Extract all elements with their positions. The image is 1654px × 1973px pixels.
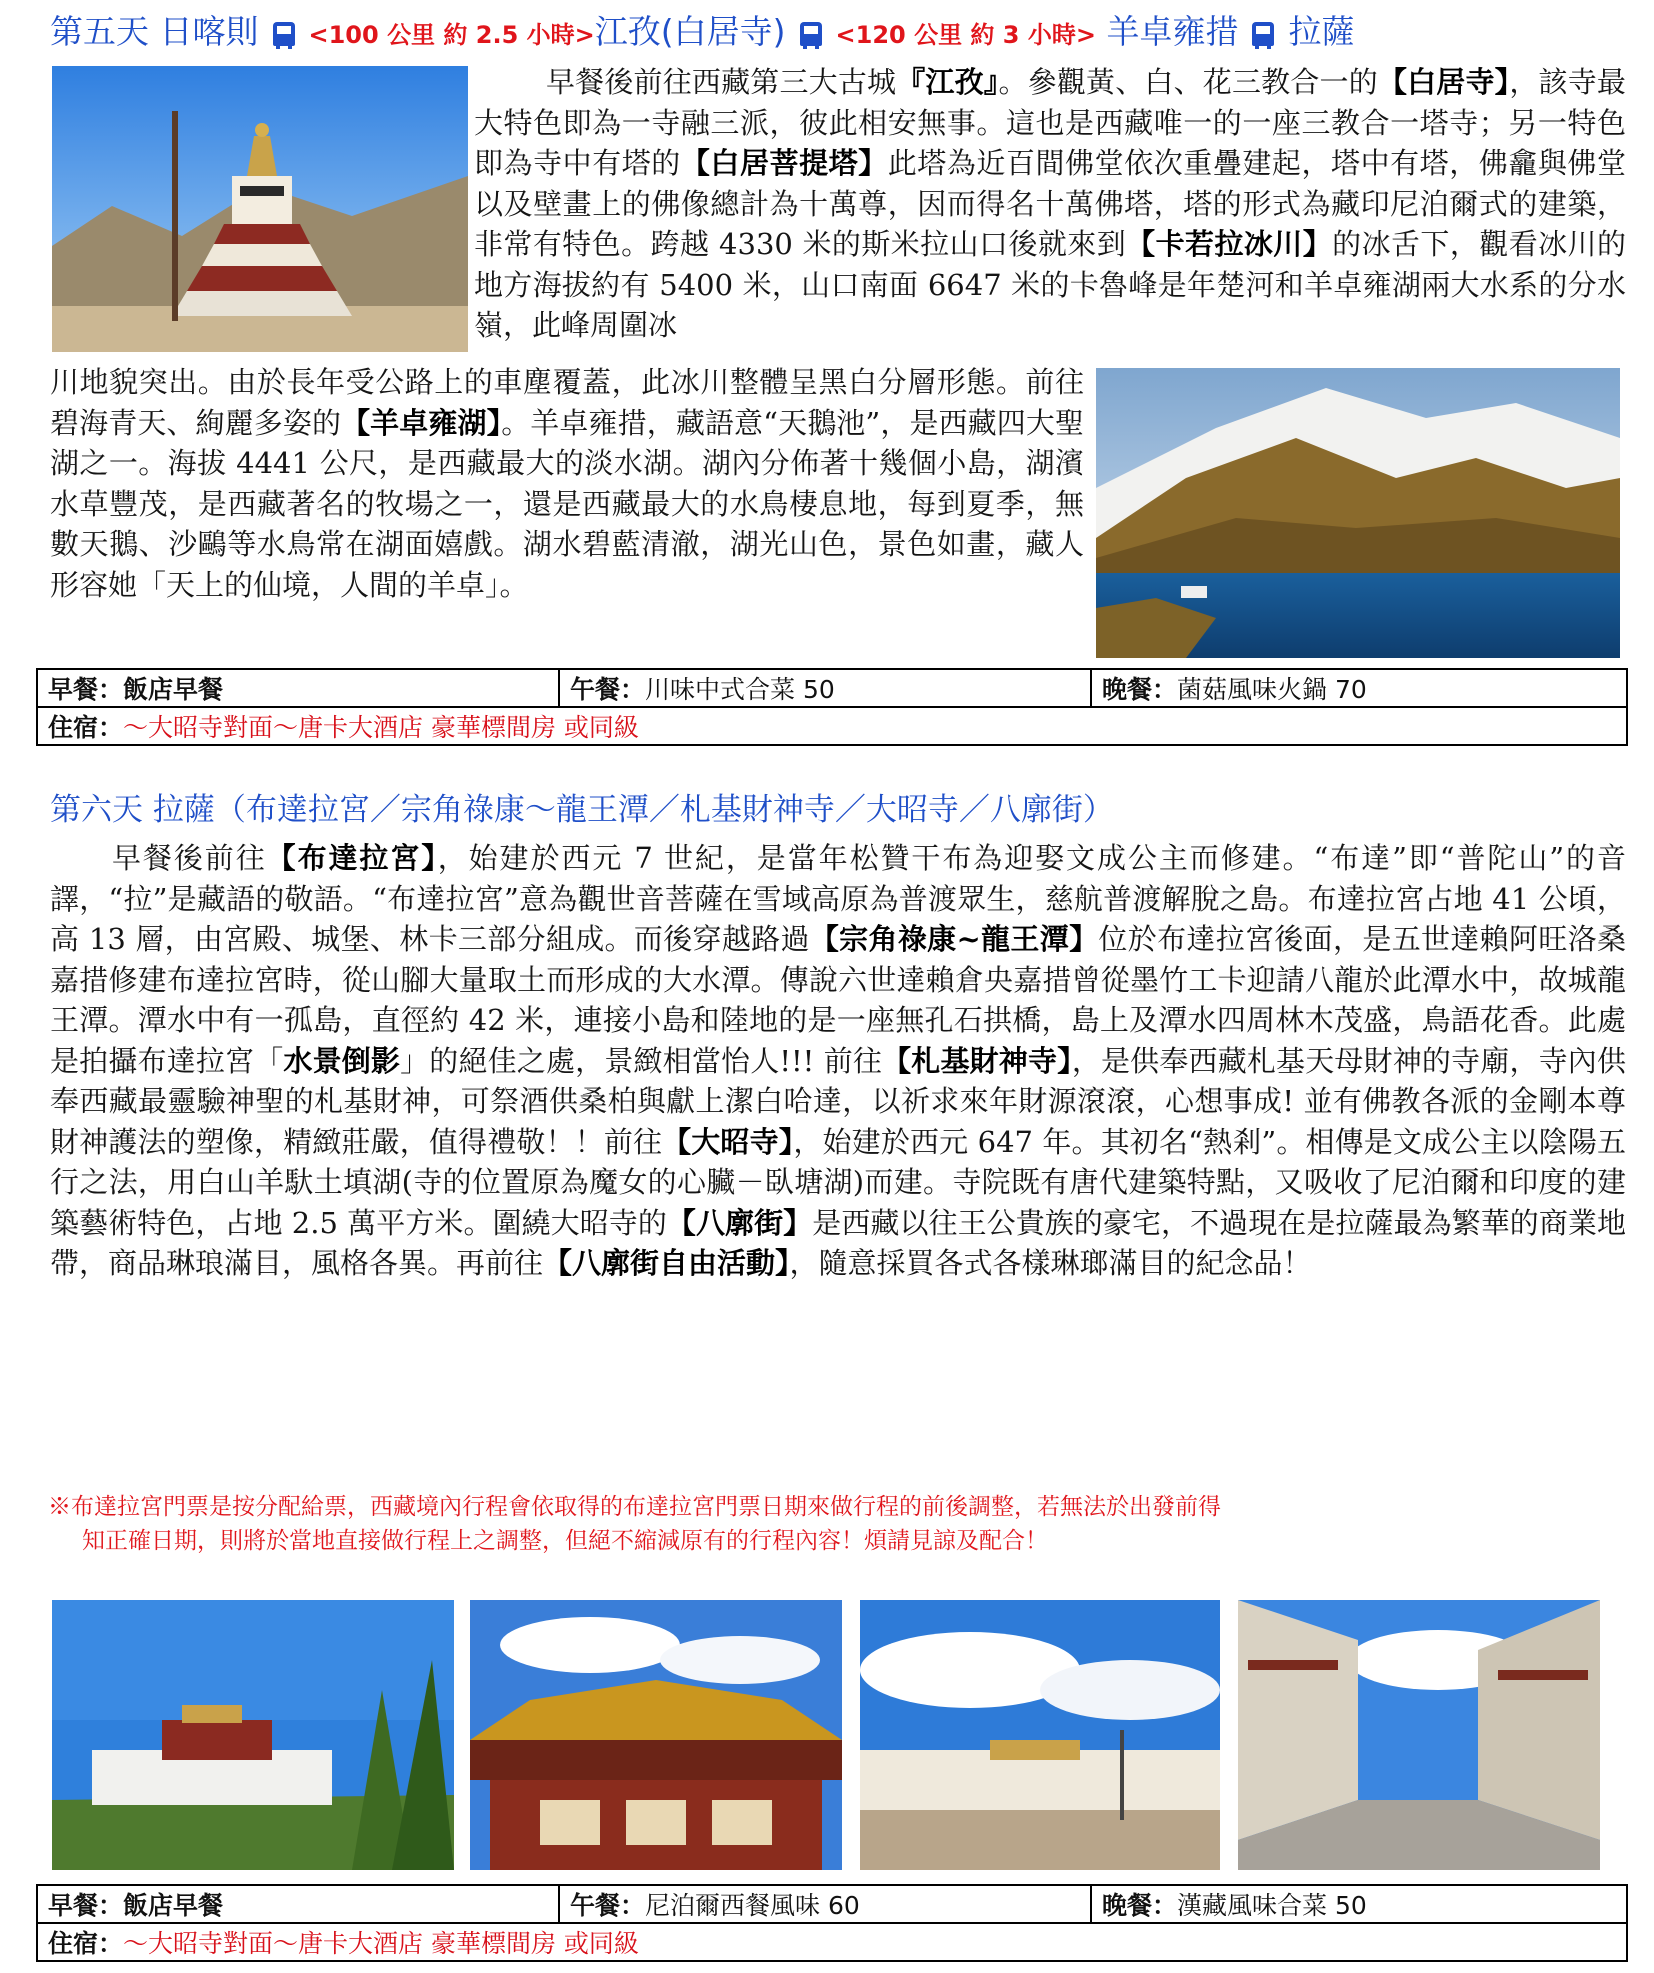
route-distance-1: <100 公里 約 2.5 小時> [308, 21, 595, 49]
text-segment: 的冰舌下，觀看冰川的地方海拔約有 5400 米，山口南面 6647 米的卡魯峰是年楚河和羊卓雍湖兩大水系的分水嶺，此峰周圍冰 [474, 227, 1626, 342]
highlight-term: 【羊卓雍湖】 [341, 405, 502, 440]
text-segment: ，始建於西元 647 年。其初名“熱剎”。相傳是文成公主以陰陽五行之法，用白山羊馱土填湖(寺的位置原為魔女的心臟－臥塘湖)而建。寺院既有唐代建築特點，又吸收了尼泊爾和印度的建築藝術特色，占地 2.5 萬平方米。圍繞大昭寺的 [50, 1124, 1626, 1240]
highlight-term: 【八廓街】 [666, 1205, 813, 1240]
day6-meal-table [36, 1884, 1628, 1962]
day5-description-part2 [50, 362, 1084, 605]
text-segment: 此塔為近百間佛堂依次重疊建起，塔中有塔，佛龕與佛堂以及壁畫上的佛像總計為十萬尊，因而得名十萬佛塔，塔的形式為藏印尼泊爾式的建築，非常有特色。跨越 4330 米的斯米拉山口後就來到 [474, 146, 1626, 261]
dinner-label: 晚餐： [1102, 1891, 1178, 1920]
bus-icon [1252, 22, 1274, 46]
lunch-cell [559, 669, 1091, 707]
ticket-note [48, 1490, 1628, 1558]
hotel-value: ～大昭寺對面～唐卡大酒店 豪華標間房 或同級 [123, 713, 639, 742]
text-segment: 是西藏以往王公貴族的豪宅，不過現在是拉薩最為繁華的商業地帶，商品琳琅滿目，風格各異。再前往 [50, 1205, 1626, 1280]
breakfast-cell [37, 669, 559, 707]
photo-jokhang-square [860, 1600, 1220, 1870]
text-segment: 。參觀黃、白、花三教合一的 [998, 65, 1378, 99]
text-segment: ，始建於西元 7 世紀，是當年松贊干布為迎娶文成公主而修建。“布達”即“普陀山”的音譯，“拉”是藏語的敬語。“布達拉宮”意為觀世音菩薩在雪域高原為普渡眾生，慈航普渡解脫之島。布達拉宮占地 41 公頃，高 13 層，由宮殿、城堡、林卡三部分組成。而後穿越路過 [50, 841, 1626, 956]
text-segment: 早餐後前往西藏第三大古城 [546, 65, 897, 99]
day5-title-stop-1: 江孜(白居寺) [594, 12, 786, 51]
text-segment: 。羊卓雍措，藏語意“天鵝池”，是西藏四大聖湖之一。海拔 4441 公尺，是西藏最大的淡水湖。湖內分佈著十幾個小島，湖濱水草豐茂，是西藏著名的牧場之一，還是西藏最大的水鳥棲息地，每到夏季，無數天鵝、沙鷗等水鳥常在湖面嬉戲。湖水碧藍清澈，湖光山色，景色如畫，藏人形容她「天上的仙境，人間的羊卓」。 [50, 405, 1084, 602]
text-segment: 」的絕佳之處，景緻相當怡人!!! 前往 [400, 1043, 883, 1078]
hotel-cell [37, 707, 1627, 745]
breakfast-cell [37, 1885, 559, 1923]
day5-title [50, 12, 1354, 55]
photo-barkhor-street [1238, 1600, 1600, 1870]
hotel-cell [37, 1923, 1627, 1961]
day5-title-start: 第五天 日喀則 [50, 12, 259, 51]
highlight-term: 【白居寺】 [1377, 65, 1510, 99]
lunch-value: 尼泊爾西餐風味 60 [645, 1891, 860, 1920]
breakfast-label: 早餐： [48, 675, 124, 704]
highlight-term: 【八廓街自由活動】 [543, 1246, 790, 1280]
hotel-value: ～大昭寺對面～唐卡大酒店 豪華標間房 或同級 [123, 1929, 639, 1958]
day5-description-part1 [474, 62, 1626, 346]
lunch-label: 午餐： [570, 1891, 646, 1920]
hotel-label: 住宿： [48, 1929, 124, 1958]
dinner-cell [1091, 1885, 1627, 1923]
highlight-term: 水景倒影 [283, 1043, 401, 1078]
lunch-cell [559, 1885, 1091, 1923]
day5-title-stop-2: 羊卓雍措 [1106, 12, 1239, 51]
day5-title-end: 拉薩 [1288, 12, 1355, 51]
ticket-note-line1: ※布達拉宮門票是按分配給票，西藏境內行程會依取得的布達拉宮門票日期來做行程的前後調整，若無法於出發前得 [48, 1494, 1221, 1520]
day6-title: 第六天 拉薩（布達拉宮／宗角祿康～龍王潭／札基財神寺／大昭寺／八廓街） [50, 792, 1114, 828]
text-segment: ，隨意採買各式各樣琳瑯滿目的紀念品！ [789, 1246, 1312, 1280]
highlight-term: 『江孜』 [896, 65, 999, 99]
highlight-term: 【布達拉宮】 [266, 841, 438, 875]
bus-icon [273, 22, 295, 46]
dinner-label: 晚餐： [1102, 675, 1178, 704]
lunch-label: 午餐： [570, 675, 646, 704]
highlight-term: 【卡若拉冰川】 [1126, 227, 1333, 261]
breakfast-label: 早餐： [48, 1891, 124, 1920]
bus-icon [800, 22, 822, 46]
highlight-term: 【札基財神寺】 [882, 1043, 1072, 1078]
highlight-term: 【大昭寺】 [662, 1124, 794, 1159]
highlight-term: 【宗角祿康~龍王潭】 [809, 922, 1099, 956]
text-segment: 川地貌突出。由於長年受公路上的車塵覆蓋，此冰川整體呈黑白分層形態。前往碧海青天、絢麗多姿的 [50, 365, 1084, 440]
route-distance-2: <120 公里 約 3 小時> [835, 21, 1096, 49]
photo-jokhang-roof [470, 1600, 842, 1870]
dinner-value: 菌菇風味火鍋 70 [1177, 675, 1367, 704]
day5-meal-table [36, 668, 1628, 746]
text-segment: ，是供奉西藏札基天母財神的寺廟，寺內供奉西藏最靈驗神聖的札基財神，可祭酒供桑柏與獻上潔白哈達，以祈求來年財源滾滾，心想事成! 並有佛教各派的金剛本尊財神護法的塑像，精緻莊嚴，值得禮敬！！前往 [50, 1043, 1626, 1159]
dinner-cell [1091, 669, 1627, 707]
hotel-label: 住宿： [48, 713, 124, 742]
dinner-value: 漢藏風味合菜 50 [1177, 1891, 1367, 1920]
photo-baiju-stupa [52, 66, 468, 352]
photo-potala-palace [52, 1600, 454, 1870]
lunch-value: 川味中式合菜 50 [645, 675, 835, 704]
text-segment: ，該寺最大特色即為一寺融三派，彼此相安無事。這也是西藏唯一的一座三教合一塔寺；另一特色即為寺中有塔的 [474, 65, 1626, 180]
breakfast-value: 飯店早餐 [123, 1891, 224, 1920]
ticket-note-line2: 知正確日期，則將於當地直接做行程上之調整，但絕不縮減原有的行程內容！煩請見諒及配合！ [82, 1528, 1048, 1554]
text-segment: 位於布達拉宮後面，是五世達賴阿旺洛桑嘉措修建布達拉宮時，從山腳大量取土而形成的大水潭。傳說六世達賴倉央嘉措曾從墨竹工卡迎請八龍於此潭水中，故城龍王潭。潭水中有一孤島，直徑約 42 米，連接小島和陸地的是一座無孔石拱橋，島上及潭水四周林木茂盛，鳥語花香。此處是拍攝布達拉宮「 [50, 922, 1626, 1078]
photo-yamdrok-lake [1096, 368, 1620, 658]
breakfast-value: 飯店早餐 [123, 675, 224, 704]
day6-description [50, 838, 1626, 1284]
highlight-term: 【白居菩提塔】 [680, 146, 888, 180]
text-segment: 早餐後前往 [112, 841, 267, 875]
